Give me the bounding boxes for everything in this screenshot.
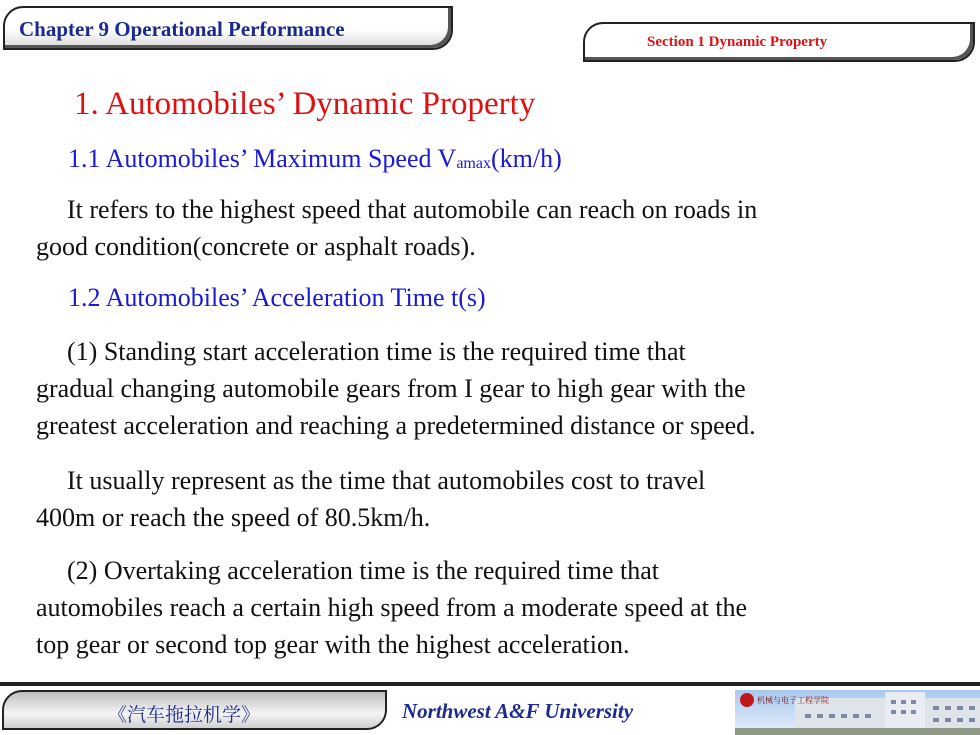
subheading-max-speed-main: 1.1 Automobiles’ Maximum Speed V bbox=[68, 144, 457, 173]
chapter-title-tab bbox=[3, 6, 453, 50]
subheading-acceleration-time: 1.2 Automobiles’ Acceleration Time t(s) bbox=[68, 283, 486, 312]
paragraph-line: good condition(concrete or asphalt roads). bbox=[36, 232, 476, 261]
paragraph-standing-start bbox=[36, 333, 946, 444]
paragraph-line: greatest acceleration and reaching a predetermined distance or speed. bbox=[36, 411, 756, 440]
college-logo-text: 机械与电子工程学院 bbox=[757, 696, 829, 705]
paragraph-overtaking bbox=[36, 552, 946, 663]
course-title-tab bbox=[2, 690, 387, 730]
paragraph-line: (1) Standing start acceleration time is the required time that bbox=[67, 337, 686, 366]
subheading-max-speed bbox=[68, 144, 562, 174]
chapter-title: Chapter 9 Operational Performance bbox=[19, 17, 345, 41]
paragraph-line: It refers to the highest speed that automobile can reach on roads in bbox=[67, 195, 758, 224]
subheading-max-speed-subscript: amax bbox=[456, 155, 491, 172]
college-logo-icon bbox=[740, 693, 754, 707]
subheading-max-speed-unit: (km/h) bbox=[490, 144, 562, 173]
paragraph-line: automobiles reach a certain high speed from a moderate speed at the bbox=[36, 593, 748, 622]
footer-divider bbox=[0, 682, 980, 686]
university-name: Northwest A&F University bbox=[402, 699, 634, 723]
section-title: Section 1 Dynamic Property bbox=[647, 34, 828, 50]
paragraph-line: 400m or reach the speed of 80.5km/h. bbox=[36, 503, 431, 532]
paragraph-max-speed bbox=[36, 191, 946, 265]
paragraph-line: top gear or second top gear with the highest acceleration. bbox=[36, 630, 630, 659]
college-campus-image bbox=[735, 690, 980, 735]
paragraph-line: gradual changing automobile gears from I gear to high gear with the bbox=[36, 374, 746, 403]
paragraph-usual-representation bbox=[36, 462, 946, 536]
paragraph-line: (2) Overtaking acceleration time is the required time that bbox=[67, 556, 659, 585]
section-title-tab bbox=[583, 22, 975, 62]
course-title: 《汽车拖拉机学》 bbox=[108, 704, 261, 726]
paragraph-line: It usually represent as the time that automobiles cost to travel bbox=[67, 466, 706, 495]
heading-dynamic-property: 1. Automobiles’ Dynamic Property bbox=[74, 86, 536, 122]
